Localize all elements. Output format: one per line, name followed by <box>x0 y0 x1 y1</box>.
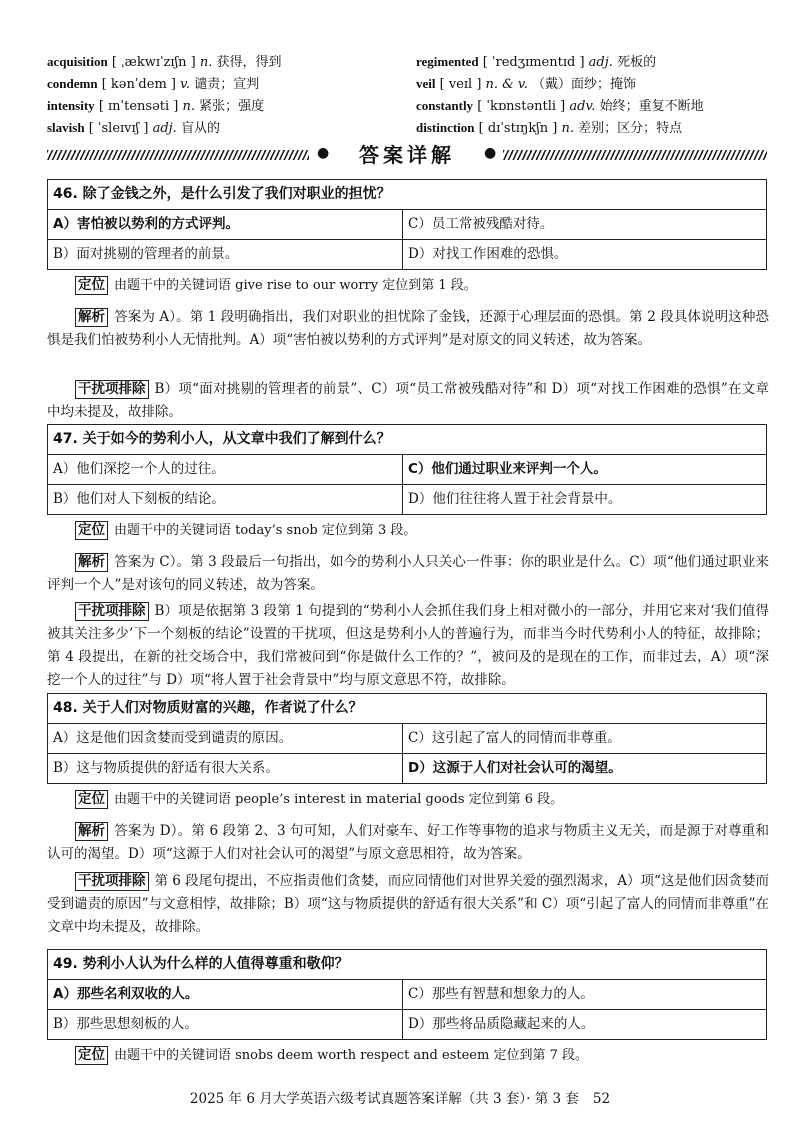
section-title: 答案详解 <box>359 143 455 167</box>
locate-tag: 定位 <box>75 276 108 295</box>
locate-text: 由题干中的关键词语 today’s snob 定位到第 3 段。 <box>114 523 417 538</box>
vocab-entry <box>416 52 656 73</box>
page-footer <box>0 1089 800 1109</box>
vocab-word: condemn <box>47 76 98 91</box>
vocab-word: veil <box>416 76 436 91</box>
locate-block-49 <box>47 1044 769 1067</box>
vocab-ipa: [ ɪnˈtensəti ] <box>98 99 179 114</box>
option-a: A）他们深挖一个人的过往。 <box>48 455 403 484</box>
question-table-49 <box>47 949 767 1040</box>
vocab-pos: adj. <box>588 55 613 70</box>
exclude-tag: 干扰项排除 <box>75 872 149 891</box>
exclude-block-46 <box>47 378 769 424</box>
vocab-meaning: 获得，得到 <box>216 55 282 70</box>
option-a: A）这是他们因贪婪而受到谴责的原因。 <box>48 724 403 753</box>
vocab-word: acquisition <box>47 54 108 69</box>
vocab-entry <box>47 52 282 73</box>
locate-block-47 <box>47 519 769 542</box>
vocab-pos: n. <box>199 55 213 70</box>
locate-block-46 <box>47 274 769 297</box>
option-b: B）他们对人下刻板的结论。 <box>48 485 403 514</box>
option-b: B）面对挑剔的管理者的前景。 <box>48 240 403 269</box>
exclude-tag: 干扰项排除 <box>75 602 149 621</box>
option-row <box>48 980 766 1010</box>
analysis-tag: 解析 <box>75 308 108 327</box>
option-c: C）员工常被残酷对待。 <box>408 216 554 232</box>
vocab-meaning: 差别；区分；特点 <box>578 121 683 136</box>
analysis-block-46 <box>47 306 769 352</box>
exclude-block-48 <box>47 870 769 939</box>
section-heading <box>47 143 767 167</box>
exclude-text: B）项是依据第 3 段第 1 句提到的“势利小人会抓住我们身上相对微小的一部分，并用它来对‘我们值得被其关注多少’下一个刻板的结论”设置的干扰项，但这是势利小人的普遍行为，而非当今时代势利小人的特征，故排除；第 4 段提出，在新的社交场合中，我们常被问到“你是做什么工作的？”，被问及的是现在的工作，而非过去，A）项“深挖一个人的过往”与 D）项“将人置于社会背景中”均与原文意思不符，故排除。 <box>47 603 769 688</box>
option-row <box>48 754 766 783</box>
exclude-text: B）项“面对挑剔的管理者的前景”、C）项“员工常被残酷对待”和 D）项“对找工作困难的恐惧”在文章中均未提及，故排除。 <box>47 381 769 420</box>
analysis-text: 答案为 D）。第 6 段第 2、3 句可知，人们对豪车、好工作等事物的追求与物质主义无关，而是源于对尊重和认可的渴望。D）项“这源于人们对社会认可的渴望”与原文意思相符，故为答案。 <box>47 823 769 862</box>
vocab-row <box>47 96 767 116</box>
vocab-ipa: [ ˌækwɪˈzɪʃn ] <box>111 55 196 70</box>
locate-text: 由题干中的关键词语 give rise to our worry 定位到第 1 段。 <box>114 278 477 293</box>
option-row <box>48 210 766 240</box>
question-table-46 <box>47 179 767 270</box>
option-row <box>48 1010 766 1039</box>
analysis-tag: 解析 <box>75 822 108 841</box>
vocab-word: slavish <box>47 120 85 135</box>
question-table-47 <box>47 424 767 515</box>
locate-tag: 定位 <box>75 1046 108 1065</box>
footer-title: 2025 年 6 月大学英语六级考试真题答案详解（共 3 套）· 第 3 套 <box>189 1091 579 1107</box>
analysis-text: 答案为 A）。第 1 段明确指出，我们对职业的担忧除了金钱，还源于心理层面的恐惧。第 2 段具体说明这种恐惧是我们怕被势利小人无情批判。A）项“害怕被以势利的方式评判”是对原文的同义转述，故为答案。 <box>47 309 769 348</box>
vocab-meaning: 始终；重复不断地 <box>599 99 704 114</box>
vocab-meaning: 紧张；强度 <box>199 99 265 114</box>
option-a: A）那些名利双收的人。 <box>48 980 403 1009</box>
locate-text: 由题干中的关键词语 snobs deem worth respect and esteem 定位到第 7 段。 <box>114 1048 588 1063</box>
vocab-pos: adj. <box>152 121 177 136</box>
vocab-word: regimented <box>416 54 479 69</box>
option-c: C）那些有智慧和想象力的人。 <box>408 986 594 1002</box>
page-number: 52 <box>592 1091 611 1107</box>
option-row <box>48 485 766 514</box>
analysis-text: 答案为 C）。第 3 段最后一句指出，如今的势利小人只关心一件事：你的职业是什么。C）项“他们通过职业来评判一个人”是对该句的同义转述，故为答案。 <box>47 554 769 593</box>
option-b: B）那些思想刻板的人。 <box>48 1010 403 1039</box>
vocab-entry <box>416 74 636 95</box>
option-c: C）这引起了富人的同情而非尊重。 <box>408 730 621 746</box>
option-d: D）这源于人们对社会认可的渴望。 <box>408 760 622 776</box>
vocab-entry <box>47 74 259 95</box>
vocab-ipa: [ ˈkɒnstəntli ] <box>477 99 566 114</box>
vocab-pos: n. <box>182 99 196 114</box>
vocab-entry <box>47 96 264 117</box>
option-a: A）害怕被以势利的方式评判。 <box>48 210 403 239</box>
option-c: C）他们通过职业来评判一个人。 <box>408 461 607 477</box>
question-title: 49. 势利小人认为什么样的人值得尊重和敬仰？ <box>48 950 766 980</box>
vocab-pos: adv. <box>569 99 596 114</box>
vocab-meaning: （戴）面纱；掩饰 <box>531 77 636 92</box>
vocab-ipa: [ ˈsleɪvɪʃ ] <box>88 121 149 136</box>
locate-block-48 <box>47 788 769 811</box>
vocab-pos: v. <box>180 77 191 92</box>
vocab-entry <box>416 96 704 117</box>
vocab-ipa: [ ˈredʒɪmentɪd ] <box>482 55 585 70</box>
vocab-word: distinction <box>416 120 475 135</box>
option-d: D）对找工作困难的恐惧。 <box>408 246 568 262</box>
question-title: 46. 除了金钱之外，是什么引发了我们对职业的担忧？ <box>48 180 766 210</box>
vocab-pos: n. & v. <box>485 77 528 92</box>
question-table-48 <box>47 693 767 784</box>
option-d: D）那些将品质隐藏起来的人。 <box>408 1016 595 1032</box>
locate-tag: 定位 <box>75 521 108 540</box>
option-row <box>48 455 766 485</box>
vocab-word: constantly <box>416 98 474 113</box>
vocab-meaning: 盲从的 <box>180 121 220 136</box>
analysis-tag: 解析 <box>75 553 108 572</box>
analysis-block-48 <box>47 820 769 866</box>
exclude-block-47 <box>47 600 769 692</box>
vocab-pos: n. <box>561 121 574 136</box>
vocab-row <box>47 118 767 138</box>
vocab-ipa: [ dɪˈstɪŋkʃn ] <box>478 121 558 136</box>
exclude-tag: 干扰项排除 <box>75 380 149 399</box>
hatch-divider-right <box>503 150 767 160</box>
option-row <box>48 724 766 754</box>
vocab-row <box>47 74 767 94</box>
question-title: 48. 关于人们对物质财富的兴趣，作者说了什么？ <box>48 694 766 724</box>
vocab-ipa: [ veɪl ] <box>439 77 482 92</box>
locate-tag: 定位 <box>75 790 108 809</box>
option-row <box>48 240 766 269</box>
vocab-ipa: [ kənˈdem ] <box>101 77 176 92</box>
exclude-text: 第 6 段尾句提出，不应指责他们贪婪，而应同情他们对世界关爱的强烈渴求，A）项“这是他们因贪婪而受到谴责的原因”与文意相悖，故排除；B）项“这与物质提供的舒适有很大关系”和 C）项“引起了富人的同情而非尊重”在文章中均未提及，故排除。 <box>47 873 769 935</box>
option-b: B）这与物质提供的舒适有很大关系。 <box>48 754 403 783</box>
bullet-icon: ● <box>484 145 497 161</box>
hatch-divider-left <box>47 150 309 160</box>
vocab-meaning: 死板的 <box>617 55 657 70</box>
bullet-icon: ● <box>317 145 330 161</box>
option-d: D）他们往往将人置于社会背景中。 <box>408 491 622 507</box>
vocab-word: intensity <box>47 98 95 113</box>
question-title: 47. 关于如今的势利小人，从文章中我们了解到什么？ <box>48 425 766 455</box>
vocab-row <box>47 52 767 72</box>
vocab-meaning: 谴责；宣判 <box>194 77 260 92</box>
vocab-entry <box>47 118 220 139</box>
vocab-entry <box>416 118 682 139</box>
locate-text: 由题干中的关键词语 people’s interest in material goods 定位到第 6 段。 <box>114 792 564 807</box>
analysis-block-47 <box>47 551 769 597</box>
